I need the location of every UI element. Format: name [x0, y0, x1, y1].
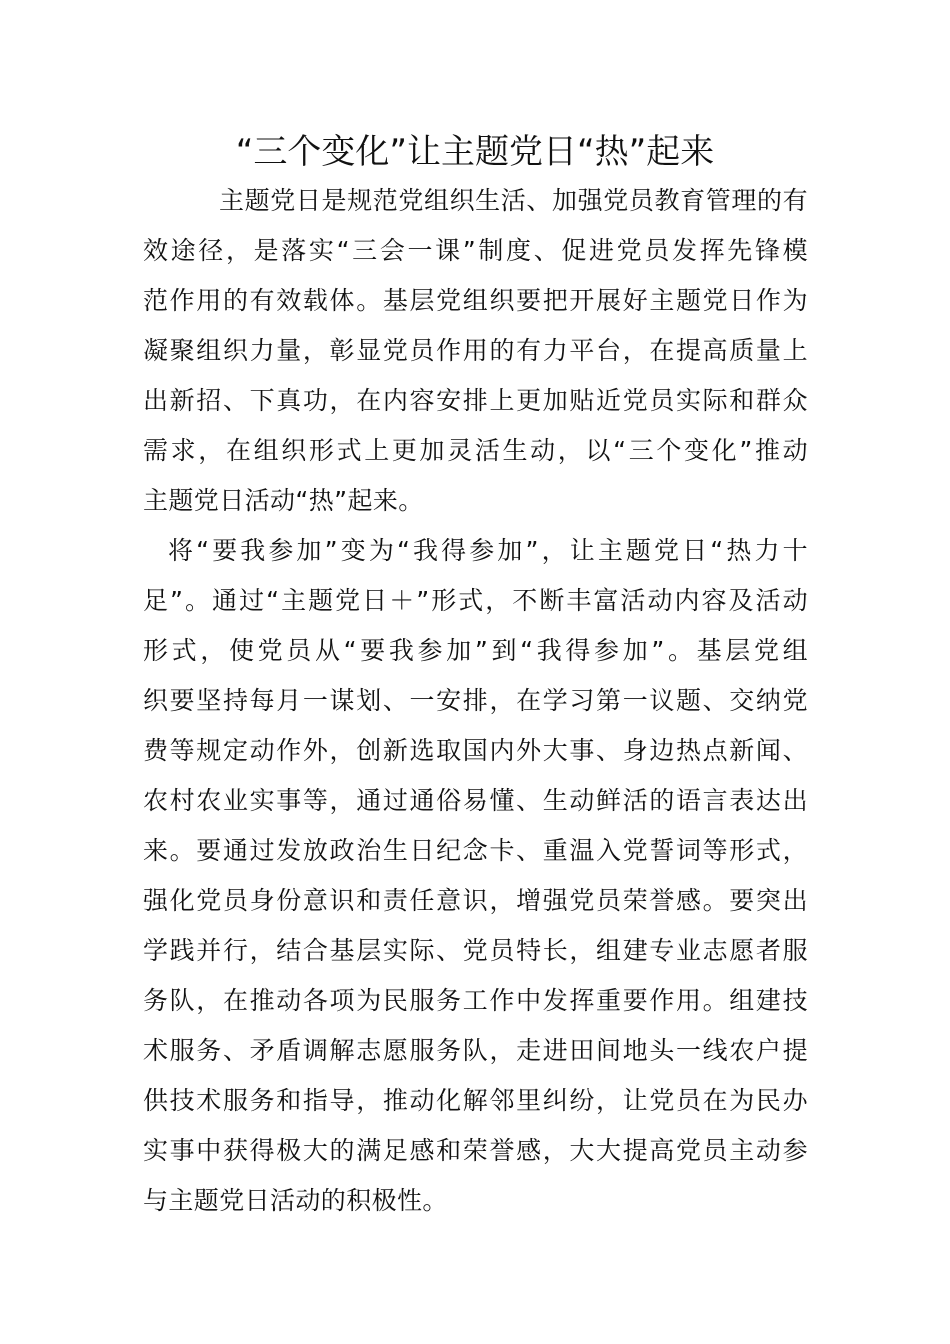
paragraph-2-line-2: 足”。通过“主题党日＋”形式，不断丰富活动内容及活动 [143, 586, 808, 615]
paragraph-1-line-1: 主题党日是规范党组织生活、加强党员教育管理的有 [219, 186, 808, 215]
paragraph-2-line-1: 将“要我参加”变为“我得参加”，让主题党日“热力十 [168, 536, 808, 565]
paragraph-2-line-7: 来。要通过发放政治生日纪念卡、重温入党誓词等形式， [143, 836, 808, 865]
paragraph-2-line-3: 形式，使党员从“要我参加”到“我得参加”。基层党组 [143, 636, 808, 665]
paragraph-2-line-6: 农村农业实事等，通过通俗易懂、生动鲜活的语言表达出 [143, 786, 808, 815]
paragraph-2-line-10: 务队，在推动各项为民服务工作中发挥重要作用。组建技 [143, 986, 808, 1015]
paragraph-2-line-8: 强化党员身份意识和责任意识，增强党员荣誉感。要突出 [143, 886, 808, 915]
paragraph-2-line-4: 织要坚持每月一谋划、一安排，在学习第一议题、交纳党 [143, 686, 808, 715]
paragraph-2-line-11: 术服务、矛盾调解志愿服务队，走进田间地头一线农户提 [143, 1036, 808, 1065]
paragraph-2-line-14: 与主题党日活动的积极性。 [143, 1186, 448, 1215]
paragraph-2-line-12: 供技术服务和指导，推动化解邻里纠纷，让党员在为民办 [143, 1086, 808, 1115]
paragraph-1-line-7: 主题党日活动“热”起来。 [143, 486, 424, 515]
document-title: “三个变化”让主题党日“热”起来 [235, 132, 715, 172]
paragraph-1-line-4: 凝聚组织力量，彰显党员作用的有力平台，在提高质量上 [143, 336, 808, 365]
paragraph-2-line-13: 实事中获得极大的满足感和荣誉感，大大提高党员主动参 [143, 1136, 808, 1165]
paragraph-1-line-3: 范作用的有效载体。基层党组织要把开展好主题党日作为 [143, 286, 808, 315]
paragraph-2-line-9: 学践并行，结合基层实际、党员特长，组建专业志愿者服 [143, 936, 808, 965]
paragraph-1-line-2: 效途径，是落实“三会一课”制度、促进党员发挥先锋模 [143, 236, 808, 265]
paragraph-1-line-5: 出新招、下真功，在内容安排上更加贴近党员实际和群众 [143, 386, 808, 415]
document-body [143, 176, 808, 1226]
paragraph-1-line-6: 需求，在组织形式上更加灵活生动，以“三个变化”推动 [143, 436, 808, 465]
paragraph-2-line-5: 费等规定动作外，创新选取国内外大事、身边热点新闻、 [143, 736, 808, 765]
